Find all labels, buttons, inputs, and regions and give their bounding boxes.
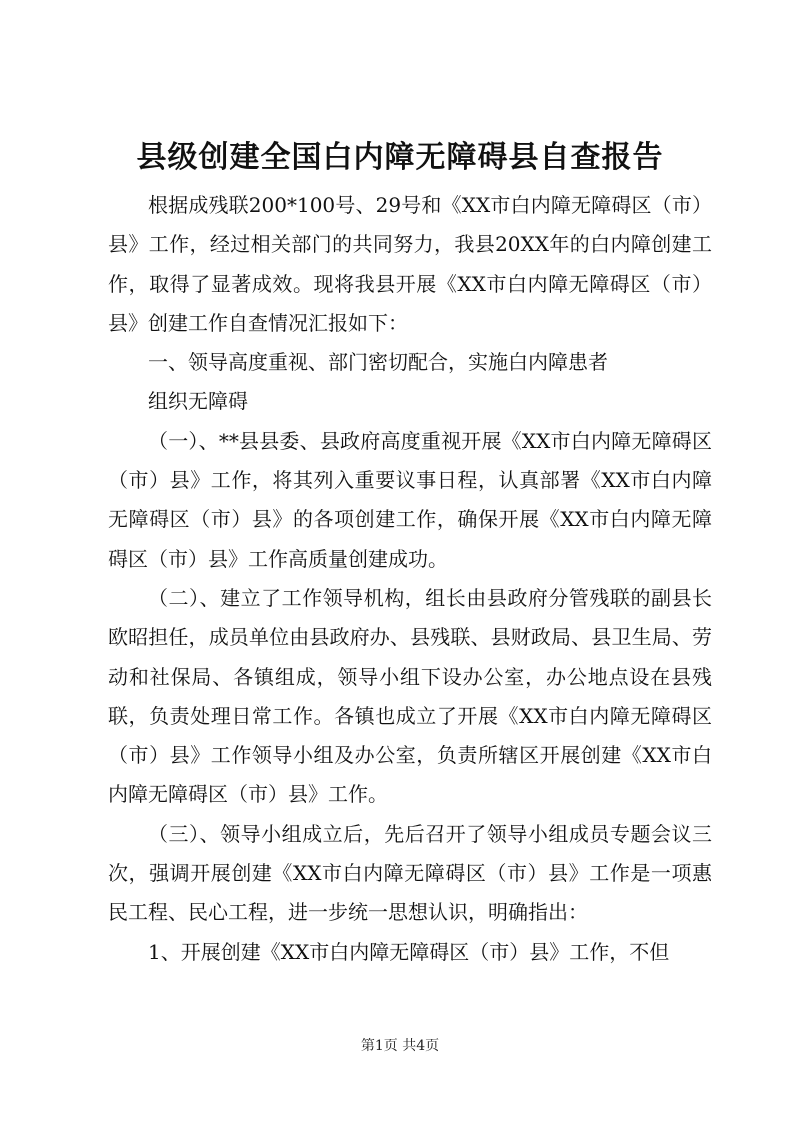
paragraph-item-two: （二）、建立了工作领导机构，组长由县政府分管残联的副县长欧昭担任，成员单位由县政府办、县残联、县财政局、县卫生局、劳动和社保局、各镇组成，领导小组下设办公室，办公地点设在县残联，负责处理日常工作。各镇也成立了开展《XX市白内障无障碍区（市）县》工作领导小组及办公室，负责所辖区开展创建《XX市白内障无障碍区（市）县》工作。	[108, 585, 712, 807]
paragraph-intro: 根据成残联200*100号、29号和《XX市白内障无障碍区（市）县》工作，经过相关部门的共同努力，我县20XX年的白内障创建工作，取得了显著成效。现将我县开展《XX市白内障无障碍区（市）县》创建工作自查情况汇报如下：	[108, 193, 712, 335]
paragraph-item-one: （一）、**县县委、县政府高度重视开展《XX市白内障无障碍区（市）县》工作，将其列入重要议事日程，认真部署《XX市白内障无障碍区（市）县》的各项创建工作，确保开展《XX市白内障无障碍区（市）县》工作高质量创建成功。	[108, 428, 712, 571]
document-body	[108, 186, 712, 972]
page-title: 县级创建全国白内障无障碍县自查报告	[136, 140, 664, 175]
section-heading-one-continued: 组织无障碍	[148, 389, 248, 414]
paragraph-point-one: 1、开展创建《XX市白内障无障碍区（市）县》工作，不但	[148, 939, 670, 964]
section-heading-one: 一、领导高度重视、部门密切配合，实施白内障患者	[148, 350, 608, 375]
page-number: 第1页 共4页	[360, 1038, 440, 1054]
paragraph-item-three: （三）、领导小组成立后，先后召开了领导小组成员专题会议三次，强调开展创建《XX市白内障无障碍区（市）县》工作是一项惠民工程、民心工程，进一步统一思想认识，明确指出：	[108, 821, 712, 925]
